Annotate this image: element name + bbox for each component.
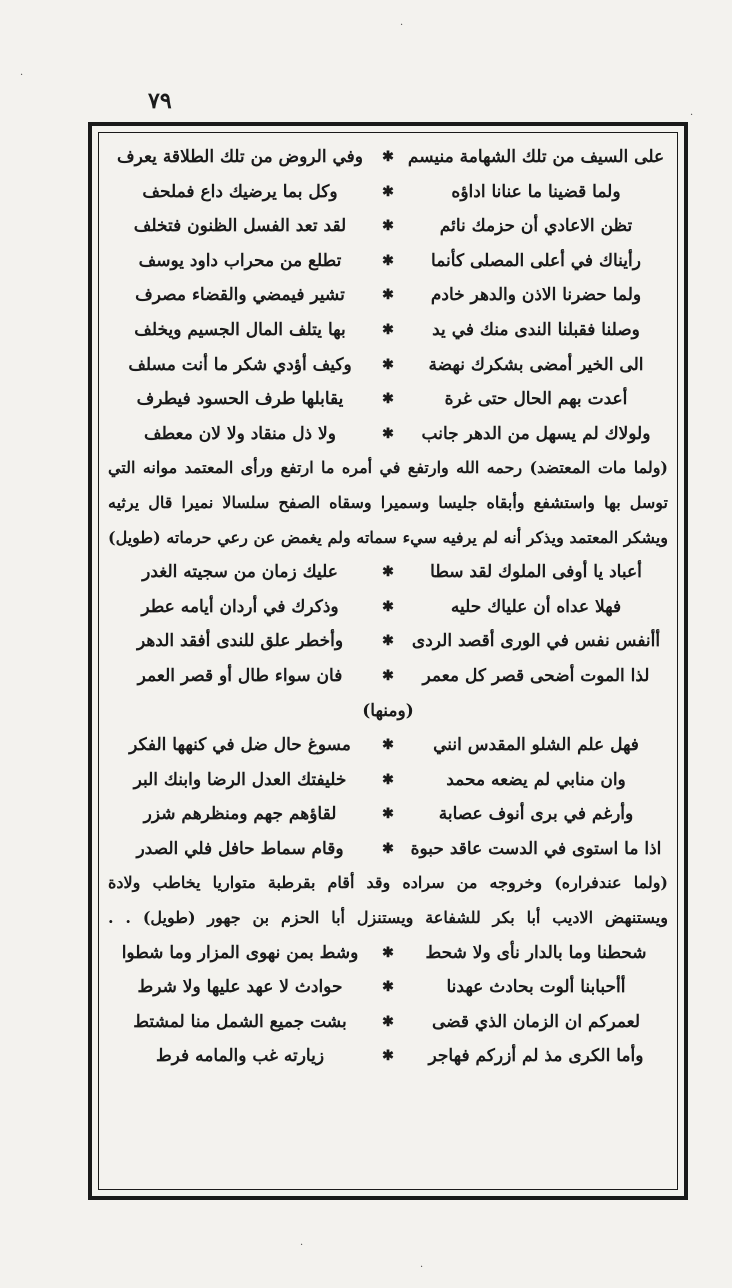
verse-line — [104, 1005, 672, 1040]
text-body — [104, 140, 672, 1074]
verse-left-hemistich: مسوغ حال ضل في كنهها الفكر — [129, 735, 351, 756]
verse-right-hemistich: وان منابي لم يضعه محمد — [446, 769, 626, 790]
verse-left-hemistich: يقابلها طرف الحسود فيطرف — [136, 389, 344, 410]
verse-separator-star: ✱ — [382, 287, 394, 304]
verse-right-hemistich: أأحبابنا ألوت بحادث عهدنا — [446, 977, 626, 998]
speck: · — [20, 70, 24, 81]
verse-right-hemistich: فهل علم الشلو المقدس انني — [433, 735, 639, 756]
verse-right-hemistich: على السيف من تلك الشهامة منيسم — [407, 147, 665, 167]
verse-right-hemistich: أأنفس نفس في الورى أقصد الردى — [411, 631, 661, 652]
speck: · — [690, 110, 694, 121]
verse-right-hemistich: وأرغم في برى أنوف عصابة — [438, 804, 634, 825]
verse-separator-star: ✱ — [382, 806, 394, 823]
verse-line — [104, 590, 672, 625]
verse-separator-star: ✱ — [382, 425, 394, 442]
prose-line: توسل بها واستشفع وأبقاه جليسا وسميرا وسقاه الصفح سلسالا نميرا قال يرثيه — [108, 492, 668, 512]
verse-separator-star: ✱ — [382, 356, 394, 373]
verse-line — [104, 797, 672, 832]
verse-line — [104, 382, 672, 417]
verse-right-hemistich: ولما حضرنا الاذن والدهر خادم — [430, 285, 642, 306]
verse-line — [104, 936, 672, 971]
verse-line — [104, 209, 672, 244]
verse-right-hemistich: فهلا عداه أن علياك حليه — [450, 596, 622, 617]
prose-line: ويستنهض الاديب أبا بكر للشفاعة ويستنزل أبا الحزم بن جهور (طويل) . . — [108, 908, 668, 928]
verse-right-hemistich: رأيناك في أعلى المصلى كأنما — [431, 250, 641, 271]
verse-left-hemistich: حوادث لا عهد عليها ولا شرط — [137, 977, 343, 998]
verse-separator-star: ✱ — [382, 633, 394, 650]
verse-right-hemistich: لذا الموت أضحى قصر كل معمر — [422, 665, 650, 686]
verse-line — [104, 659, 672, 694]
verse-separator-star: ✱ — [382, 1048, 394, 1065]
verse-line — [104, 624, 672, 659]
verse-line — [104, 140, 672, 175]
verse-left-hemistich: لقاؤهم جهم ومنظرهم شزر — [143, 804, 337, 825]
verse-separator-star: ✱ — [382, 667, 394, 684]
verse-right-hemistich: ولما قضينا ما عنانا اداؤه — [451, 181, 621, 202]
verse-right-hemistich: الى الخير أمضى بشكرك نهضة — [428, 354, 644, 375]
verse-separator-star: ✱ — [382, 391, 394, 408]
verse-right-hemistich: اذا ما استوى في الدست عاقد حبوة — [410, 838, 662, 859]
verse-separator-star: ✱ — [382, 218, 394, 235]
verse-separator-star: ✱ — [382, 598, 394, 615]
verse-right-hemistich: وأما الكرى مذ لم أزركم فهاجر — [428, 1046, 644, 1067]
speck: · — [400, 20, 404, 31]
prose-line: (ولما عندفراره) وخروجه من سراده وقد أقام بقرطبة متواريا يخاطب ولادة — [108, 873, 668, 893]
verse-separator-star: ✱ — [382, 183, 394, 200]
verse-right-hemistich: شحطنا وما بالدار نأى ولا شحط — [425, 942, 647, 963]
verse-left-hemistich: بشت جميع الشمل منا لمشتط — [133, 1011, 347, 1032]
verse-left-hemistich: تطلع من محراب داود يوسف — [138, 250, 342, 271]
verse-line — [104, 728, 672, 763]
verse-line — [104, 970, 672, 1005]
verse-separator-star: ✱ — [382, 252, 394, 269]
speck: · — [420, 1262, 424, 1273]
verse-left-hemistich: لقد تعد الفسل الظنون فتخلف — [133, 216, 347, 237]
verse-line — [104, 348, 672, 383]
verse-left-hemistich: وشط بمن نهوى المزار وما شطوا — [121, 942, 359, 963]
verse-separator-star: ✱ — [382, 149, 394, 165]
speck: · — [300, 1240, 304, 1251]
verse-right-hemistich: وصلنا فقبلنا الندى منك في يد — [432, 319, 640, 340]
page-number: ٧٩ — [148, 88, 172, 114]
verse-separator-star: ✱ — [382, 840, 394, 857]
verse-line — [104, 763, 672, 798]
prose-line: (ولما مات المعتضد) رحمه الله وارتفع في أمره ما ارتفع ورأى المعتمد موانه التي — [108, 458, 668, 478]
verse-left-hemistich: وكل بما يرضيك داع فملحف — [142, 181, 338, 202]
verse-left-hemistich: تشير فيمضي والقضاء مصرف — [135, 285, 345, 306]
verse-left-hemistich: وأخطر علق للندى أفقد الدهر — [136, 631, 344, 652]
verse-separator-star: ✱ — [382, 979, 394, 996]
verse-left-hemistich: خليفتك العدل الرضا وابنك البر — [133, 769, 347, 790]
verse-left-hemistich: عليك زمان من سجيته الغدر — [142, 562, 338, 583]
verse-separator-star: ✱ — [382, 737, 394, 754]
verse-left-hemistich: ولا ذل منقاد ولا لان معطف — [144, 423, 336, 444]
verse-line — [104, 832, 672, 867]
section-heading: (ومنها) — [362, 700, 414, 721]
verse-line — [104, 555, 672, 590]
verse-separator-star: ✱ — [382, 771, 394, 788]
verse-left-hemistich: زيارته غب والمامه فرط — [155, 1046, 325, 1067]
verse-line — [104, 417, 672, 452]
verse-separator-star: ✱ — [382, 321, 394, 338]
verse-line — [104, 278, 672, 313]
verse-line — [104, 175, 672, 210]
prose-line: ويشكر المعتمد ويذكر أنه لم يرفيه سيء سماته ولم يغمض عن رعي حرماته (طويل) — [108, 527, 668, 547]
verse-separator-star: ✱ — [382, 564, 394, 581]
verse-left-hemistich: فان سواء طال أو قصر العمر — [137, 665, 343, 686]
verse-separator-star: ✱ — [382, 1013, 394, 1030]
verse-separator-star: ✱ — [382, 944, 394, 961]
verse-right-hemistich: أعدت بهم الحال حتى غرة — [444, 389, 628, 410]
verse-left-hemistich: بها يتلف المال الجسيم ويخلف — [134, 319, 346, 340]
verse-left-hemistich: وفي الروض من تلك الطلاقة يعرف — [116, 147, 364, 167]
verse-right-hemistich: لعمركم ان الزمان الذي قضى — [431, 1011, 641, 1032]
verse-line — [104, 313, 672, 348]
verse-left-hemistich: وكيف أؤدي شكر ما أنت مسلف — [128, 354, 352, 375]
verse-line — [104, 244, 672, 279]
verse-right-hemistich: ولولاك لم يسهل من الدهر جانب — [421, 423, 651, 444]
verse-left-hemistich: وقام سماط حافل فلي الصدر — [136, 838, 344, 859]
verse-right-hemistich: أعباد يا أوفى الملوك لقد سطا — [430, 562, 642, 583]
verse-left-hemistich: وذكرك في أردان أيامه عطر — [141, 596, 339, 617]
verse-right-hemistich: تظن الاعادي أن حزمك نائم — [439, 216, 633, 237]
verse-line — [104, 1039, 672, 1074]
page-border-outer — [88, 122, 688, 1200]
